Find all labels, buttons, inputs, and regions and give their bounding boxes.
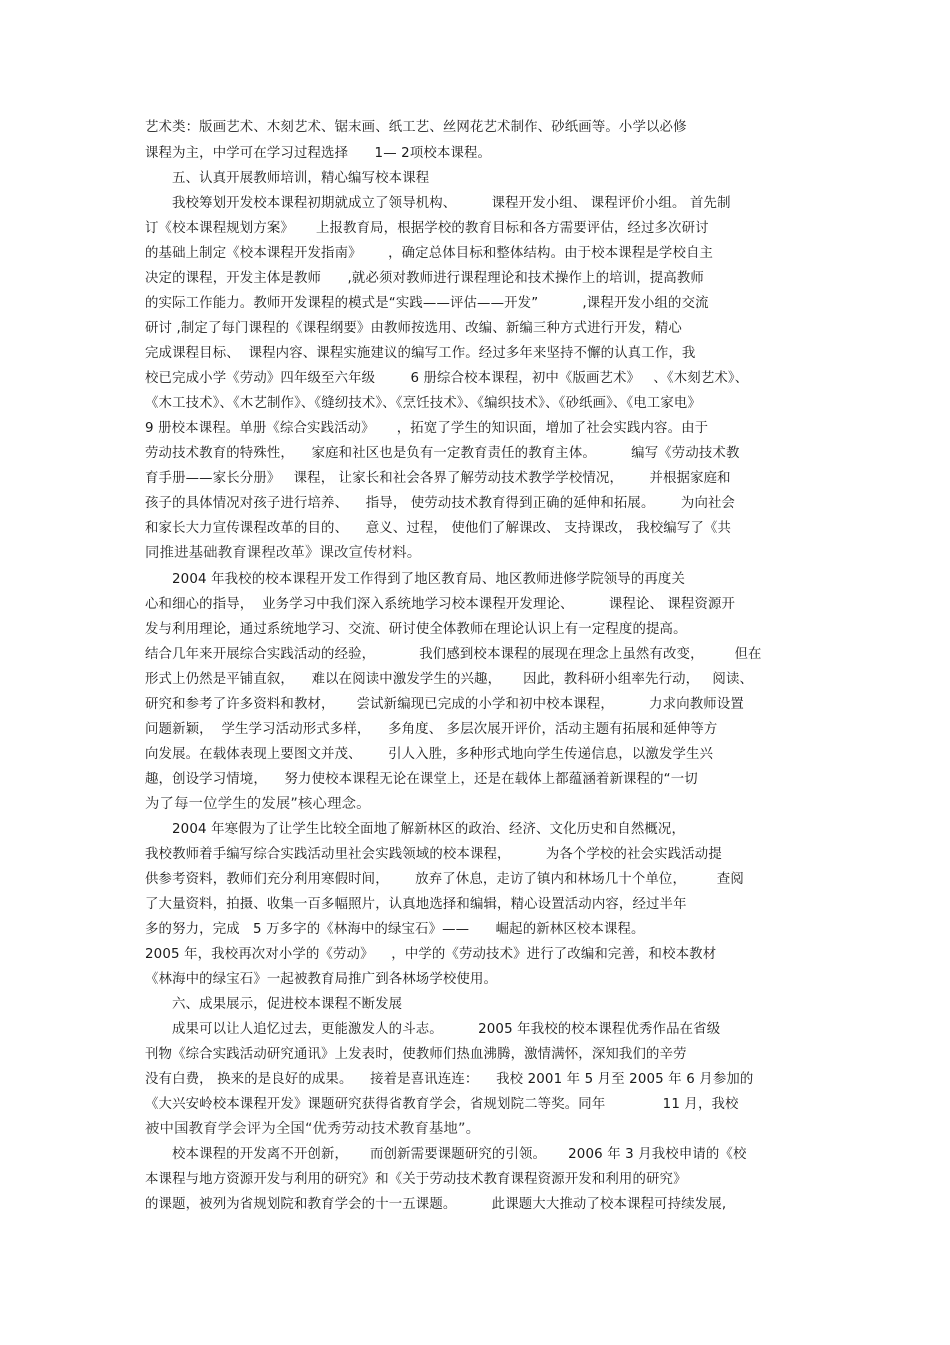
text-line: 2004 年寒假为了让学生比较全面地了解新林区的政治、经济、文化历史和自然概况， (172, 822, 686, 837)
text-line: 多的努力，完成 5 万多字的《林海中的绿宝石》—— 崛起的新林区校本课程。 (145, 922, 645, 937)
text-line: 我校教师着手编写综合实践活动里社会实践领域的校本课程， 为各个学校的社会实践活动提 (145, 847, 722, 862)
text-line: 心和细心的指导， 业务学习中我们深入系统地学习校本课程开发理论、 课程论、 课程资源开 (145, 597, 736, 612)
text-line: 问题新颖， 学生学习活动形式多样， 多角度、 多层次展开评价，活动主题有拓展和延伸等方 (145, 722, 718, 737)
text-line: 供参考资料，教师们充分利用寒假时间， 放弃了休息，走访了镇内和林场几十个单位， 查阅 (145, 872, 744, 887)
text-line: 本课程与地方资源开发与利用的研究》和《关于劳动技术教育课程资源开发和利用的研究》 (145, 1172, 687, 1187)
text-line: 校本课程的开发离不开创新， 而创新需要课题研究的引领。 2006 年 3 月我校申请的《校 (172, 1147, 747, 1162)
text-line: 结合几年来开展综合实践活动的经验， 我们感到校本课程的展现在理念上虽然有改变， 但在 (145, 647, 762, 662)
text-line: 刊物《综合实践活动研究通讯》上发表时，使教师们热血沸腾，激情满怀，深知我们的辛劳 (145, 1047, 687, 1062)
text-line: 同推进基础教育课程改革》课改宣传材料。 (145, 545, 422, 561)
text-line: 的课题，被列为省规划院和教育学会的十一五课题。 此课题大大推动了校本课程可持续发展, (145, 1197, 727, 1212)
text-line: 的实际工作能力。教师开发课程的模式是“实践——评估——开发” ,课程开发小组的交流 (145, 296, 709, 311)
text-line: 劳动技术教育的特殊性， 家庭和社区也是负有一定教育责任的教育主体。 编写《劳动技术教 (145, 446, 740, 461)
text-line: 育手册——家长分册》 课程， 让家长和社会各界了解劳动技术教学学校情况， 并根据家庭和 (145, 471, 731, 486)
text-line: 订《校本课程规划方案》 上报教育局，根据学校的教育目标和各方需要评估，经过多次研讨 (145, 221, 709, 236)
text-line: 被中国教育学会评为全国“优秀劳动技术教育基地”。 (145, 1121, 481, 1137)
text-line: 决定的课程，开发主体是教师 ,就必须对教师进行课程理论和技术操作上的培训，提高教师 (145, 271, 704, 286)
text-line: 艺术类：版画艺术、木刻艺术、锯末画、纸工艺、丝网花艺术制作、砂纸画等。小学以必修 (145, 120, 687, 135)
text-line: 《大兴安岭校本课程开发》课题研究获得省教育学会，省规划院二等奖。同年 11 月，我校 (145, 1097, 739, 1112)
text-line: 没有白费， 换来的是良好的成果。 接着是喜讯连连： 我校 2001 年 5 月至 2005 年 6 月参加的 (145, 1072, 754, 1087)
text-line: 研究和参考了许多资料和教材， 尝试新编现已完成的小学和初中校本课程， 力求向教师设置 (145, 697, 744, 712)
text-line: 形式上仍然是平铺直叙， 难以在阅读中激发学生的兴趣， 因此，教科研小组率先行动， 阅读、 (145, 672, 754, 687)
text-line: 我校筹划开发校本课程初期就成立了领导机构、 课程开发小组、 课程评价小组。 首先制 (172, 196, 731, 211)
text-line: 孩子的具体情况对孩子进行培养、 指导， 使劳动技术教育得到正确的延伸和拓展。 为向社会 (145, 496, 736, 511)
text-line: 研讨 ,制定了每门课程的《课程纲要》由教师按选用、改编、新编三种方式进行开发，精心 (145, 321, 682, 336)
text-line: 了大量资料，拍摄、收集一百多幅照片，认真地选择和编辑，精心设置活动内容，经过半年 (145, 897, 687, 912)
text-line: 完成课程目标、 课程内容、课程实施建议的编写工作。经过多年来坚持不懈的认真工作，我 (145, 346, 696, 361)
text-line: 向发展。在载体表现上要图文并茂、 引人入胜，多种形式地向学生传递信息，以激发学生兴 (145, 747, 714, 762)
text-line: 的基础上制定《校本课程开发指南》 ，确定总体目标和整体结构。由于校本课程是学校自主 (145, 246, 714, 261)
text-line: 《林海中的绿宝石》一起被教育局推广到各林场学校使用。 (145, 972, 498, 987)
text-line: 趣，创设学习情境， 努力使校本课程无论在课堂上，还是在载体上都蕴涵着新课程的“一切 (145, 772, 698, 787)
text-line: 和家长大力宣传课程改革的目的、 意义、过程， 使他们了解课改、 支持课改， 我校编写了《共 (145, 521, 732, 536)
text-line: 校已完成小学《劳动》四年级至六年级 6 册综合校本课程，初中《版画艺术》 、《木刻艺术》、 (145, 371, 749, 386)
section-heading: 六、成果展示，促进校本课程不断发展 (172, 997, 403, 1012)
text-line: 2005 年，我校再次对小学的《劳动》 ，中学的《劳动技术》进行了改编和完善，和校本教材 (145, 947, 717, 962)
text-line: 《木工技术》、《木艺制作》、《缝纫技术》、《烹饪技术》、《编织技术》、《砂纸画》、《电工家电》 (145, 396, 702, 411)
text-line: 发与利用理论，通过系统地学习、交流、研讨使全体教师在理论认识上有一定程度的提高。 (145, 622, 687, 637)
section-heading: 五、认真开展教师培训，精心编写校本课程 (172, 171, 430, 186)
text-line: 课程为主，中学可在学习过程选择 1— 2项校本课程。 (145, 146, 492, 161)
text-line: 成果可以让人追忆过去，更能激发人的斗志。 2005 年我校的校本课程优秀作品在省级 (172, 1022, 721, 1037)
text-line: 为了每一位学生的发展”核心理念。 (145, 796, 371, 812)
text-line: 9 册校本课程。单册《综合实践活动》 ，拓宽了学生的知识面，增加了社会实践内容。由于 (145, 421, 709, 436)
text-line: 2004 年我校的校本课程开发工作得到了地区教育局、地区教师进修学院领导的再度关 (172, 572, 686, 587)
